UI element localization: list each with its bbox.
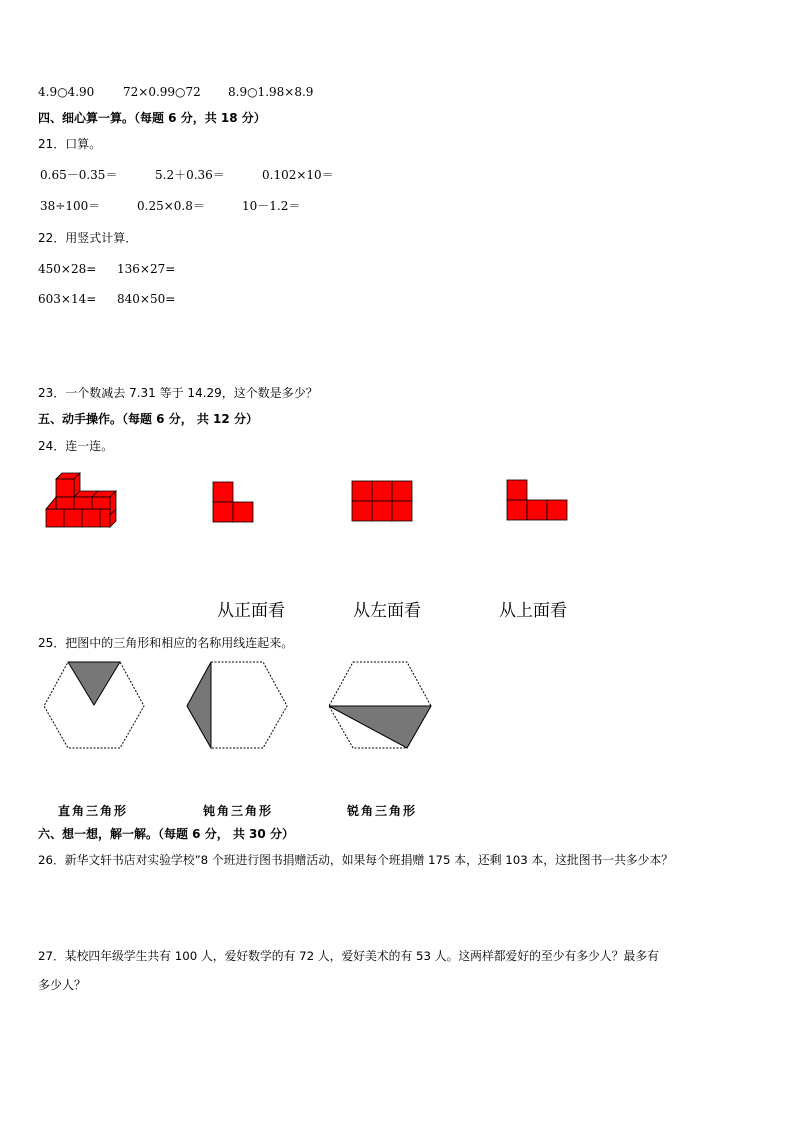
triangle-label-acute: 锐角三角形	[347, 804, 418, 818]
q22-r1-c1: 450×28=	[38, 262, 97, 276]
q22-r2-c2: 840×50=	[117, 292, 176, 306]
hexagon-right-triangle	[42, 660, 146, 752]
hexagon-acute-triangle	[327, 660, 433, 752]
q21-r2-c1: 38÷100＝	[40, 199, 101, 213]
front-view-shape	[213, 482, 255, 524]
compare-item-1: 4.9○4.90	[38, 85, 95, 99]
view-label-left: 从左面看	[353, 601, 421, 621]
q21-r2-c3: 10－1.2＝	[242, 199, 301, 213]
q21-r1-c2: 5.2＋0.36＝	[155, 168, 225, 182]
q21-prompt: 21．口算。	[38, 137, 102, 151]
compare-item-2: 72×0.99○72	[123, 85, 201, 99]
top-view-shape	[507, 480, 569, 522]
section-4-heading: 四、细心算一算。（每题 6 分，共 18 分）	[38, 111, 266, 125]
q23-prompt: 23．一个数减去 7.31 等于 14.29，这个数是多少？	[38, 386, 318, 400]
q21-r2-c2: 0.25×0.8＝	[137, 199, 205, 213]
q27-line-1: 27．某校四年级学生共有 100 人，爱好数学的有 72 人，爱好美术的有 53 人。这两样都爱好的至少有多少人？最多有	[38, 949, 659, 963]
left-view-shape	[352, 481, 414, 523]
cube-stack-3d	[46, 471, 126, 529]
q24-prompt: 24．连一连。	[38, 439, 114, 453]
q27-line-2: 多少人？	[38, 978, 87, 992]
q25-prompt: 25．把图中的三角形和相应的名称用线连起来。	[38, 636, 294, 650]
q22-r2-c1: 603×14=	[38, 292, 97, 306]
q21-r1-c3: 0.102×10＝	[262, 168, 334, 182]
q22-r1-c2: 136×27=	[117, 262, 176, 276]
q21-r1-c1: 0.65－0.35＝	[40, 168, 118, 182]
section-6-heading: 六、想一想，解一解。（每题 6 分， 共 30 分）	[38, 827, 294, 841]
view-label-front: 从正面看	[217, 601, 285, 621]
triangle-label-obtuse: 钝角三角形	[203, 804, 274, 818]
q26-prompt: 26．新华文轩书店对实验学校”8 个班进行图书捐赠活动，如果每个班捐赠 175 本，还剩 103 本，这批图书一共多少本？	[38, 853, 674, 867]
triangle-label-right: 直角三角形	[58, 804, 129, 818]
section-5-heading: 五、动手操作。（每题 6 分， 共 12 分）	[38, 412, 258, 426]
compare-item-3: 8.9○1.98×8.9	[228, 85, 314, 99]
view-label-top: 从上面看	[499, 601, 567, 621]
q22-prompt: 22．用竖式计算．	[38, 231, 138, 245]
hexagon-obtuse-triangle	[185, 660, 289, 752]
